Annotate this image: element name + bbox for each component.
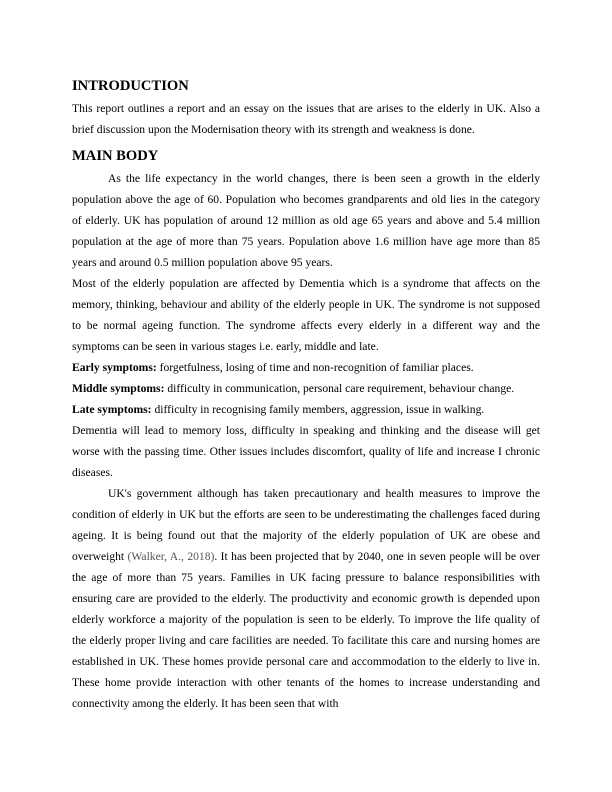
main-body-heading: MAIN BODY xyxy=(72,148,159,164)
citation: (Walker, A., 2018) xyxy=(127,550,215,563)
early-symptoms-text: forgetfulness, losing of time and non-recognition of familiar places. xyxy=(156,361,474,374)
middle-symptoms-label: Middle symptoms: xyxy=(72,382,165,395)
early-symptoms-label: Early symptoms: xyxy=(72,361,157,374)
document-page xyxy=(72,76,540,714)
late-symptoms-line xyxy=(72,399,540,420)
government-measures-paragraph xyxy=(72,483,540,714)
early-symptoms-line xyxy=(72,357,540,378)
middle-symptoms-text: difficulty in communication, personal care requirement, behaviour change. xyxy=(164,382,515,395)
late-symptoms-text: difficulty in recognising family members, aggression, issue in walking. xyxy=(151,403,485,416)
intro-paragraph: This report outlines a report and an essay on the issues that are arises to the elderly in UK. Also a brief discussion upon the Modernisation theory with its strength and weakness is done. xyxy=(72,102,540,136)
intro-heading: INTRODUCTION xyxy=(72,78,189,94)
late-symptoms-label: Late symptoms: xyxy=(72,403,152,416)
dementia-effects-paragraph: Dementia will lead to memory loss, difficulty in speaking and thinking and the disease will get worse with the passing time. Other issues includes discomfort, quality of life and increase I chronic diseases. xyxy=(72,424,540,479)
dementia-paragraph: Most of the elderly population are affected by Dementia which is a syndrome that affects on the memory, thinking, behaviour and ability of the elderly people in UK. The syndrome is not supposed to be normal ageing function. The syndrome affects every elderly in a different way and the symptoms can be seen in various stages i.e. early, middle and late. xyxy=(72,277,540,353)
life-expectancy-paragraph: As the life expectancy in the world changes, there is been seen a growth in the elderly population above the age of 60. Population who becomes grandparents and old lies in the category of elderly. UK has population of around 12 million as old age 65 years and above and 5.4 million population at the age of more than 75 years. Population above 1.6 million have age more than 85 years and around 0.5 million population above 95 years. xyxy=(72,172,540,269)
government-paragraph-part-1: UK's government although has taken precautionary and health measures to improve the condition of elderly in UK but the efforts are seen to be underestimating the challenges faced during ageing. It is being found out that the majority of the elderly population of UK are obese and overweight xyxy=(72,487,540,563)
middle-symptoms-line xyxy=(72,378,540,399)
government-paragraph-part-2: . It has been projected that by 2040, one in seven people will be over the age of more than 75 years. Families in UK facing pressure to balance responsibilities with ensuring care are provided to the elderly. The productivity and economic growth is depended upon elderly workforce a majority of the population is seen to be elderly. To improve the life quality of the elderly proper living and care facilities are needed. To facilitate this care and nursing homes are established in UK. These homes provide personal care and accommodation to the elderly to live in. These home provide interaction with other tenants of the homes to increase understanding and connectivity among the elderly. It has been seen that with xyxy=(72,550,540,710)
